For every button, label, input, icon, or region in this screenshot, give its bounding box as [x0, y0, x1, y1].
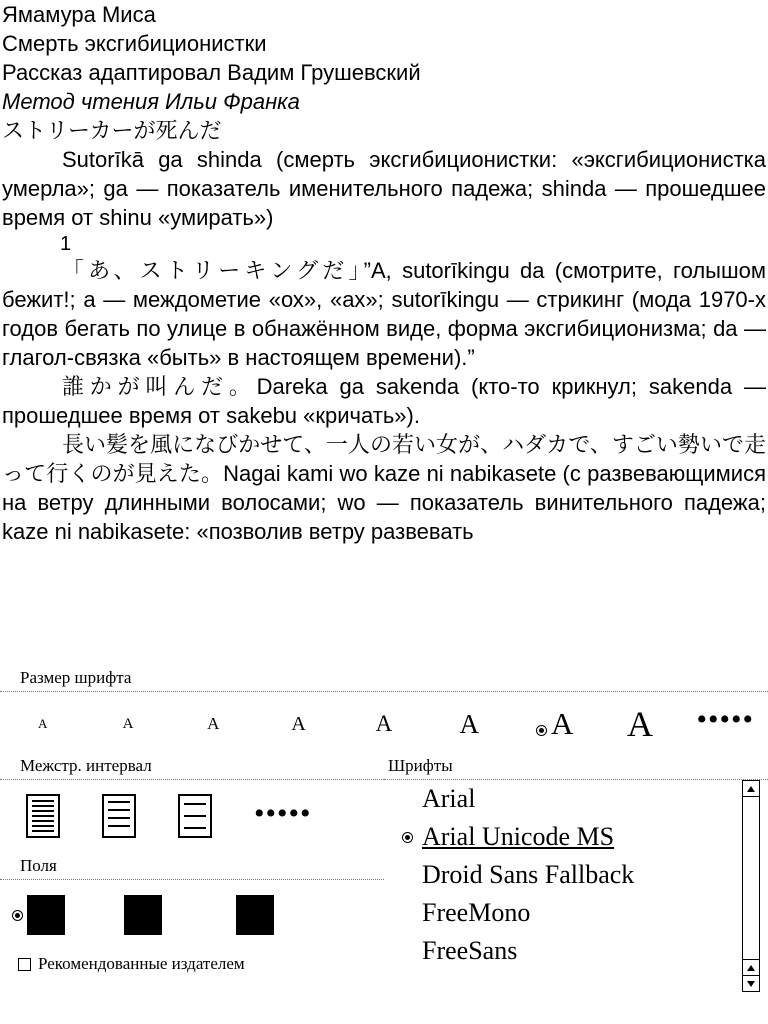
font-size-option-4[interactable]	[256, 713, 341, 736]
line-spacing-options[interactable]	[0, 780, 384, 856]
font-size-options[interactable]	[0, 692, 768, 756]
book-author: Ямамура Миса	[2, 2, 156, 27]
scroll-down-button[interactable]	[743, 975, 759, 991]
font-item-freesans[interactable]	[388, 932, 740, 970]
font-size-option-3[interactable]	[171, 714, 256, 734]
fonts-list[interactable]	[388, 780, 740, 992]
margins-options[interactable]	[0, 880, 384, 950]
line-spacing-option-sparse[interactable]	[178, 794, 254, 843]
page-medium-icon	[102, 794, 136, 838]
margin-option-medium[interactable]	[124, 895, 236, 935]
fonts-scrollbar[interactable]	[742, 780, 760, 992]
checkbox-icon[interactable]	[18, 958, 31, 971]
font-size-more-button[interactable]	[683, 702, 768, 736]
font-item-arial[interactable]	[388, 780, 740, 818]
margin-medium-icon	[124, 895, 162, 935]
paragraph-3: 誰かが叫んだ。Dareka ga sakenda (кто-то крикнул; sakenda — прошедшее время от sakebu «кричать»).	[2, 374, 766, 428]
page-dense-icon	[26, 794, 60, 838]
publisher-defaults-label: Рекомендованные издателем	[38, 954, 245, 973]
left-settings-column	[0, 756, 384, 992]
radio-selected-icon	[536, 725, 547, 736]
more-dots-icon: •••••	[254, 796, 312, 830]
font-item-freemono[interactable]	[388, 894, 740, 932]
margins-label: Поля	[20, 856, 57, 875]
radio-selected-icon	[12, 910, 23, 921]
scroll-up-arrow-icon	[747, 786, 755, 792]
fonts-section	[388, 780, 764, 992]
book-title: Смерть эксгибиционистки	[2, 31, 267, 56]
book-adapter: Рассказ адаптировал Вадим Грушевский	[2, 60, 421, 85]
font-size-option-5[interactable]	[341, 711, 426, 737]
paragraph-number: 1	[60, 233, 72, 255]
font-size-glyph: A	[626, 704, 653, 744]
margin-narrow-icon	[27, 895, 65, 935]
margin-wide-icon	[236, 895, 274, 935]
font-item-label: FreeMono	[422, 898, 531, 927]
font-item-arial-unicode-ms[interactable]	[388, 818, 740, 856]
more-dots-icon: •••••	[696, 702, 755, 736]
font-size-option-8[interactable]	[597, 703, 682, 745]
font-size-option-7-selected[interactable]	[512, 706, 597, 742]
font-size-glyph: A	[37, 716, 48, 731]
font-size-option-6[interactable]	[427, 709, 512, 740]
line-spacing-option-medium[interactable]	[102, 794, 178, 843]
font-item-label: Droid Sans Fallback	[422, 860, 635, 889]
margin-option-wide[interactable]	[236, 895, 348, 935]
paragraph-4: 長い髪を風になびかせて、一人の若い女が、ハダカで、すごい勢いで走って行くのが見えた。Nagai kami wo kaze ni nabikasete (с развевающимися на ветру длинными волосами; wo — показатель винительного падежа; kaze ni nabikasete: «позволив ветру развевать	[2, 432, 766, 544]
paragraph-1: Sutorīkā ga shinda (смерть эксгибиционистки: «эксгибиционистка умерла»; ga — показатель именительного падежа; shinda — прошедшее время от shinu «умирать»)	[2, 147, 766, 230]
font-size-label: Размер шрифта	[20, 668, 132, 687]
font-size-option-1[interactable]	[0, 715, 85, 733]
margin-option-narrow-selected[interactable]	[12, 895, 124, 935]
line-spacing-option-dense[interactable]	[26, 794, 102, 843]
right-settings-column	[384, 756, 768, 992]
fonts-label: Шрифты	[388, 756, 453, 775]
font-size-glyph: A	[375, 711, 393, 736]
scroll-up-button-lower[interactable]	[743, 959, 759, 975]
line-spacing-more-button[interactable]	[254, 796, 330, 830]
radio-selected-icon	[402, 832, 413, 843]
font-item-label: FreeSans	[422, 936, 518, 965]
font-size-glyph: A	[459, 708, 480, 739]
line-spacing-label: Межстр. интервал	[20, 756, 152, 775]
font-item-label: Arial	[422, 784, 476, 813]
font-item-droid-sans-fallback[interactable]	[388, 856, 740, 894]
font-size-option-2[interactable]	[85, 715, 170, 733]
settings-panel	[0, 668, 768, 1024]
font-size-glyph: A	[291, 712, 306, 735]
scroll-down-arrow-icon	[747, 981, 755, 987]
book-method: Метод чтения Ильи Франка	[2, 89, 300, 114]
publisher-defaults-checkbox[interactable]	[0, 954, 384, 974]
font-size-section	[0, 668, 768, 756]
font-size-glyph: A	[207, 714, 220, 733]
settings-middle-row	[0, 756, 768, 992]
page-sparse-icon	[178, 794, 212, 838]
paragraph-2: 「あ、ストリーキングだ」”A, sutorīkingu da (смотрите, голышом бежит!; a — междометие «ох», «ах»; sutorīkingu — стрикинг (мода 1970-х годов бегать по улице в обнажённом виде, форма эксгибиционизма; da — глагол-связка «быть» в настоящем времени).”	[2, 258, 766, 370]
scroll-up-arrow-icon	[747, 965, 755, 971]
scroll-up-button[interactable]	[743, 781, 759, 797]
font-item-label: Arial Unicode MS	[422, 822, 615, 851]
japanese-title-line: ストリーカーが死んだ	[2, 118, 222, 143]
font-size-glyph: A	[550, 706, 574, 741]
font-size-glyph: A	[122, 716, 134, 732]
